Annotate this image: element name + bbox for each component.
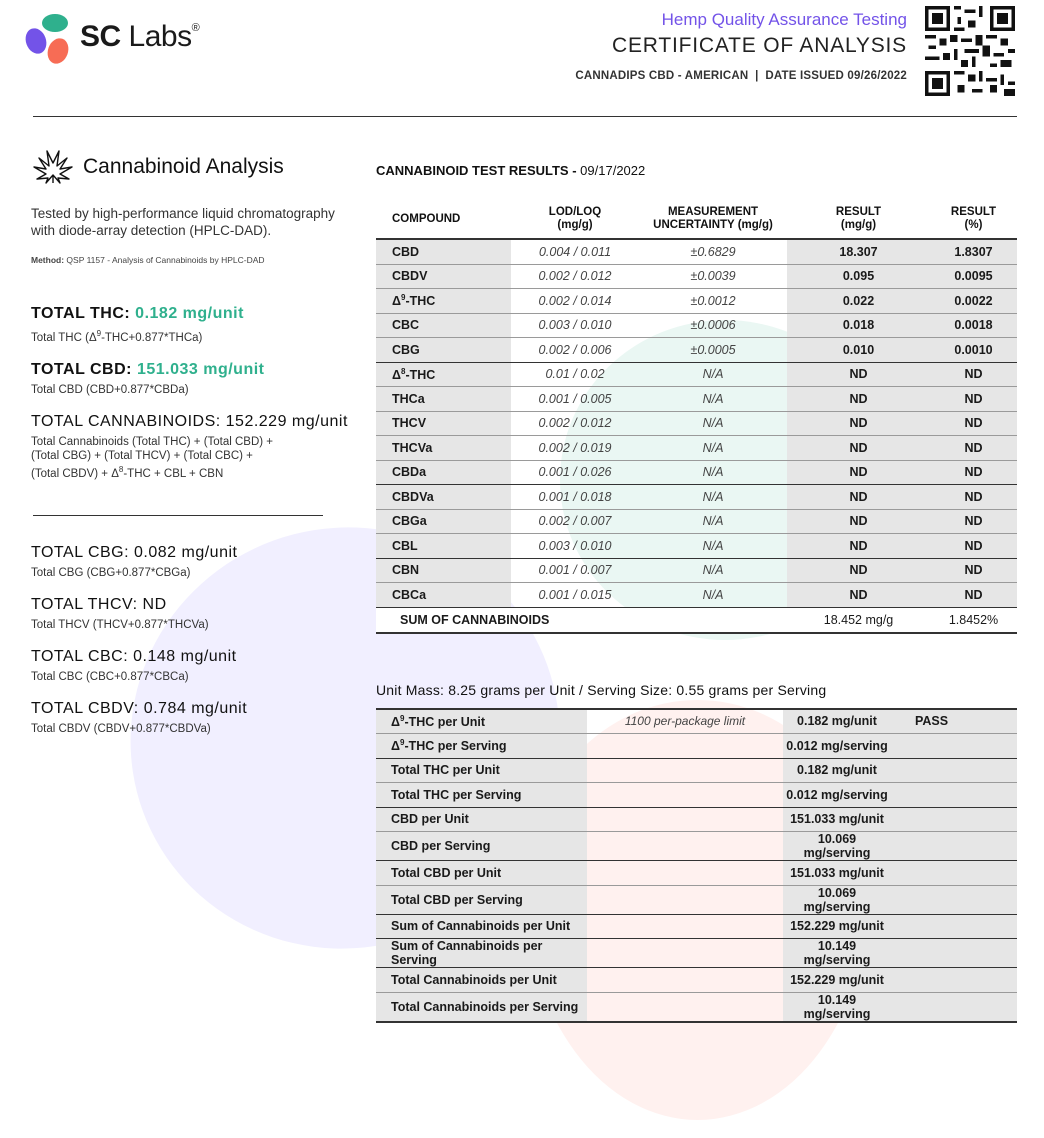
table-row: CBD per Serving 10.069 mg/serving	[376, 832, 1017, 861]
table-row: $\Delta^9$-THC per Unit 1100 per-package limit 0.182 mg/unit PASS	[376, 709, 1017, 734]
header-subtitle: Hemp Quality Assurance Testing	[661, 10, 907, 29]
summary-divider	[33, 515, 323, 516]
section-title: Cannabinoid Analysis	[83, 155, 284, 178]
method-line: Method: QSP 1157 - Analysis of Cannabinoids by HPLC-DAD	[31, 255, 265, 265]
table-row: CBG 0.002 / 0.006 ±0.0005 0.010 0.0010	[376, 338, 1017, 363]
total-thc: TOTAL THC: 0.182 mg/unit Total THC $(\Delta^9-THC+0.877*THCa)$	[31, 305, 361, 345]
summary-column	[31, 145, 361, 752]
col-compound: COMPOUND	[392, 212, 461, 225]
total-cannabinoids-formula: Total Cannabinoids (Total THC) + (Total CBD) + (Total CBG) + (Total THCV) + (Total CBC) + (Total CBDV) + $\Delta^8$-THC + CBL + CBN	[31, 435, 274, 480]
logo-wordmark: SC Labs®	[80, 20, 200, 53]
table-row: Sum of Cannabinoids per Unit 152.229 mg/unit	[376, 914, 1017, 939]
cannabinoid-results-table	[376, 200, 1017, 634]
header-info	[575, 10, 907, 82]
table-row: CBD per Unit 151.033 mg/unit	[376, 807, 1017, 832]
table-row: CBDVa 0.001 / 0.018 N/A ND ND	[376, 485, 1017, 510]
table-row: CBN 0.001 / 0.007 N/A ND ND	[376, 558, 1017, 583]
total-thc-formula: Total THC $(\Delta^9-THC+0.877*THCa)$	[31, 329, 203, 344]
table-row: CBD 0.004 / 0.011 ±0.6829 18.307 1.8307	[376, 239, 1017, 264]
product-and-date: CANNADIPS CBD - AMERICAN | DATE ISSUED 09/26/2022	[575, 70, 907, 82]
sc-labs-logo	[26, 14, 226, 62]
col-result-mg-g: RESULT (mg/g)	[835, 206, 882, 231]
date-issued: DATE ISSUED 09/26/2022	[765, 70, 907, 82]
cannabis-leaf-icon	[31, 145, 75, 189]
col-lod-loq: LOD/LOQ (mg/g)	[548, 206, 602, 231]
col-uncertainty: MEASUREMENT UNCERTAINTY (mg/g)	[653, 206, 773, 231]
section-heading	[31, 145, 361, 189]
table-row: $\Delta^9$-THC 0.002 / 0.014 ±0.0012 0.022 0.0022	[376, 289, 1017, 314]
table-row: THCV 0.002 / 0.012 N/A ND ND	[376, 411, 1017, 436]
table-row: Total THC per Serving 0.012 mg/serving	[376, 783, 1017, 808]
total-thcv: TOTAL THCV: ND Total THCV (THCV+0.877*THCVa)	[31, 595, 209, 631]
table-row: Total CBD per Serving 10.069 mg/serving	[376, 885, 1017, 914]
table-row: $\Delta^9$-THC per Serving 0.012 mg/serving	[376, 734, 1017, 759]
table-row: CBC 0.003 / 0.010 ±0.0006 0.018 0.0018	[376, 313, 1017, 338]
table-row: Sum of Cannabinoids per Serving 10.149 mg/serving	[376, 939, 1017, 968]
table-row: Total CBD per Unit 151.033 mg/unit	[376, 861, 1017, 886]
table-row: CBDa 0.001 / 0.026 N/A ND ND	[376, 460, 1017, 485]
header-divider	[33, 116, 1017, 117]
table-row: THCa 0.001 / 0.005 N/A ND ND	[376, 387, 1017, 412]
table-row: CBL 0.003 / 0.010 N/A ND ND	[376, 534, 1017, 559]
total-cbdv: TOTAL CBDV: 0.784 mg/unit Total CBDV (CBDV+0.877*CBDVa)	[31, 699, 248, 735]
qr-code-icon[interactable]	[925, 6, 1015, 96]
product-name: CANNADIPS CBD - AMERICAN	[575, 70, 749, 82]
table-row: CBCa 0.001 / 0.015 N/A ND ND	[376, 583, 1017, 608]
per-unit-table	[376, 708, 1017, 1023]
table-row: Total Cannabinoids per Serving 10.149 mg/serving	[376, 992, 1017, 1022]
table-row: CBGa 0.002 / 0.007 N/A ND ND	[376, 509, 1017, 534]
test-results-title: CANNABINOID TEST RESULTS - 09/17/2022	[376, 163, 646, 178]
total-cbc: TOTAL CBC: 0.148 mg/unit Total CBC (CBC+0.877*CBCa)	[31, 647, 237, 683]
table-row: CBDV 0.002 / 0.012 ±0.0039 0.095 0.0095	[376, 264, 1017, 289]
total-cbg: TOTAL CBG: 0.082 mg/unit Total CBG (CBG+0.877*CBGa)	[31, 543, 238, 579]
sum-row: SUM OF CANNABINOIDS 18.452 mg/g 1.8452%	[376, 607, 1017, 633]
total-cbd-formula: Total CBD (CBD+0.877*CBDa)	[31, 383, 189, 396]
table-row: Total THC per Unit 0.182 mg/unit	[376, 758, 1017, 783]
table-row: $\Delta^8$-THC 0.01 / 0.02 N/A ND ND	[376, 362, 1017, 387]
table-row: Total Cannabinoids per Unit 152.229 mg/unit	[376, 968, 1017, 993]
col-result-pct: RESULT (%)	[950, 206, 997, 231]
logo-mark-icon	[26, 14, 74, 60]
total-cbd: TOTAL CBD: 151.033 mg/unit Total CBD (CBD+0.877*CBDa)	[31, 361, 361, 397]
unit-mass-title: Unit Mass: 8.25 grams per Unit / Serving Size: 0.55 grams per Serving	[376, 681, 827, 698]
total-cannabinoids: TOTAL CANNABINOIDS: 152.229 mg/unit Total Cannabinoids (Total THC) + (Total CBD) + (Total CBG) + (Total THCV) + (Total CBC) + (Total CBDV) + $\Delta^8$-THC + CBL + CBN	[31, 413, 361, 481]
method-description: Tested by high-performance liquid chromatography with diode-array detection (HPLC-DAD).	[31, 206, 335, 238]
pass-status: PASS	[891, 709, 1017, 734]
table-row: THCVa 0.002 / 0.019 N/A ND ND	[376, 436, 1017, 461]
table-header-row	[376, 200, 1017, 239]
results-column	[376, 163, 1017, 1023]
document-title: CERTIFICATE OF ANALYSIS	[612, 34, 907, 57]
